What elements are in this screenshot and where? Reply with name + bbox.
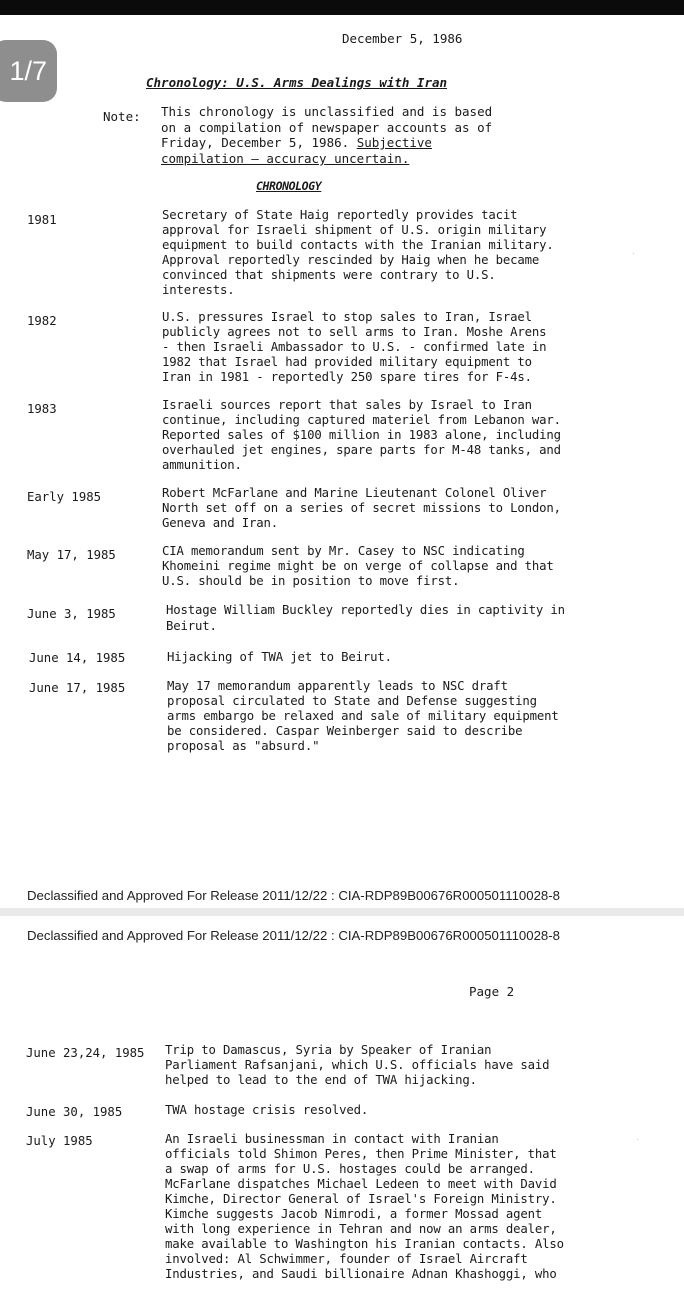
entry-date: 1981 (27, 213, 57, 227)
section-heading: CHRONOLOGY (256, 179, 322, 193)
document-page-1 (0, 15, 684, 908)
document-title: Chronology: U.S. Arms Dealings with Iran (146, 75, 448, 90)
entry-date: May 17, 1985 (27, 548, 116, 562)
entry-line: Beirut. (166, 619, 217, 633)
page-number: Page 2 (469, 984, 515, 999)
scan-mark: · (632, 248, 635, 258)
entry-date: Early 1985 (27, 490, 102, 504)
document-page-2 (0, 916, 684, 1293)
entry-line: make available to Washington his Iranian contacts. Also (165, 1237, 564, 1251)
entry-line: arms embargo be relaxed and sale of military equipment (167, 709, 559, 723)
entry-line: Israeli sources report that sales by Israel to Iran (162, 398, 532, 412)
entry-line: North set off on a series of secret missions to London, (162, 501, 561, 515)
document-date: December 5, 1986 (342, 31, 463, 46)
note-line-text: Friday, December 5, 1986. (161, 135, 350, 150)
entry-line: involved: Al Schwimmer, founder of Israel Aircraft (165, 1252, 528, 1266)
entry-line: Khomeini regime might be on verge of collapse and that (162, 559, 554, 573)
entry-date: June 23,24, 1985 (26, 1046, 145, 1060)
entry-line: Hostage William Buckley reportedly dies in captivity in (166, 603, 565, 617)
release-notice: Declassified and Approved For Release 2011/12/22 : CIA-RDP89B00676R000501110028-8 (27, 888, 560, 903)
entry-line: - then Israeli Ambassador to U.S. - confirmed late in (162, 340, 547, 354)
entry-date: June 14, 1985 (29, 651, 126, 665)
entry-line: proposal as "absurd." (167, 739, 320, 753)
note-line: on a compilation of newspaper accounts as of (161, 120, 493, 135)
entry-line: Robert McFarlane and Marine Lieutenant Colonel Oliver (162, 486, 547, 500)
entry-date: 1983 (27, 402, 57, 416)
entry-line: U.S. should be in position to move first. (162, 574, 460, 588)
entry-line: Iran in 1981 - reportedly 250 spare tires for F-4s. (162, 370, 532, 384)
entry-line: McFarlane dispatches Michael Ledeen to meet with David (165, 1177, 557, 1191)
entry-line: interests. (162, 283, 235, 297)
entry-line: Hijacking of TWA jet to Beirut. (167, 650, 392, 664)
page-separator (0, 908, 684, 916)
entry-line: a swap of arms for U.S. hostages could be arranged. (165, 1162, 535, 1176)
entry-line: An Israeli businessman in contact with Iranian (165, 1132, 499, 1146)
entry-line: officials told Shimon Peres, then Prime Minister, that (165, 1147, 557, 1161)
entry-line: 1982 that Israel had provided military equipment to (162, 355, 532, 369)
entry-line: with long experience in Tehran and now an arms dealer, (165, 1222, 557, 1236)
entry-line: approval for Israeli shipment of U.S. origin military (162, 223, 547, 237)
entry-line: ammunition. (162, 458, 242, 472)
note-line: This chronology is unclassified and is based (161, 104, 493, 119)
entry-line: U.S. pressures Israel to stop sales to Iran, Israel (162, 310, 532, 324)
note-line (161, 135, 432, 150)
note-label: Note: (103, 109, 141, 124)
entry-line: Secretary of State Haig reportedly provides tacit (162, 208, 518, 222)
viewer-top-bar (0, 0, 684, 15)
entry-line: be considered. Caspar Weinberger said to describe (167, 724, 523, 738)
entry-line: Approval reportedly rescinded by Haig when he became (162, 253, 540, 267)
entry-line: CIA memorandum sent by Mr. Casey to NSC indicating (162, 544, 525, 558)
entry-line: Industries, and Saudi billionaire Adnan Khashoggi, who (165, 1267, 557, 1281)
release-notice: Declassified and Approved For Release 2011/12/22 : CIA-RDP89B00676R000501110028-8 (27, 928, 560, 943)
entry-line: convinced that shipments were contrary to U.S. (162, 268, 496, 282)
entry-date: July 1985 (26, 1134, 93, 1148)
entry-line: Trip to Damascus, Syria by Speaker of Iranian (165, 1043, 492, 1057)
entry-line: Geneva and Iran. (162, 516, 279, 530)
entry-line: helped to lead to the end of TWA hijacking. (165, 1073, 477, 1087)
entry-date: June 17, 1985 (29, 681, 126, 695)
entry-line: May 17 memorandum apparently leads to NSC draft (167, 679, 508, 693)
page-indicator: 1/7 (0, 40, 57, 102)
entry-line: proposal circulated to State and Defense suggesting (167, 694, 537, 708)
entry-date: 1982 (27, 314, 57, 328)
note-line: compilation — accuracy uncertain. (161, 151, 410, 166)
entry-line: TWA hostage crisis resolved. (165, 1103, 369, 1117)
entry-line: Kimche, Director General of Israel's Foreign Ministry. (165, 1192, 557, 1206)
entry-line: continue, including captured materiel from Lebanon war. (162, 413, 561, 427)
entry-line: Kimche suggests Jacob Nimrodi, a former Mossad agent (165, 1207, 543, 1221)
entry-line: Parliament Rafsanjani, which U.S. officials have said (165, 1058, 550, 1072)
entry-line: equipment to build contacts with the Iranian military. (162, 238, 554, 252)
entry-line: overhauled jet engines, spare parts for M-48 tanks, and (162, 443, 561, 457)
note-underlined-text: Subjective (356, 135, 432, 150)
entry-line: publicly agrees not to sell arms to Iran. Moshe Arens (162, 325, 547, 339)
entry-date: June 30, 1985 (26, 1105, 123, 1119)
scan-mark: · (636, 1134, 639, 1144)
entry-line: Reported sales of $100 million in 1983 alone, including (162, 428, 561, 442)
entry-date: June 3, 1985 (27, 607, 116, 621)
